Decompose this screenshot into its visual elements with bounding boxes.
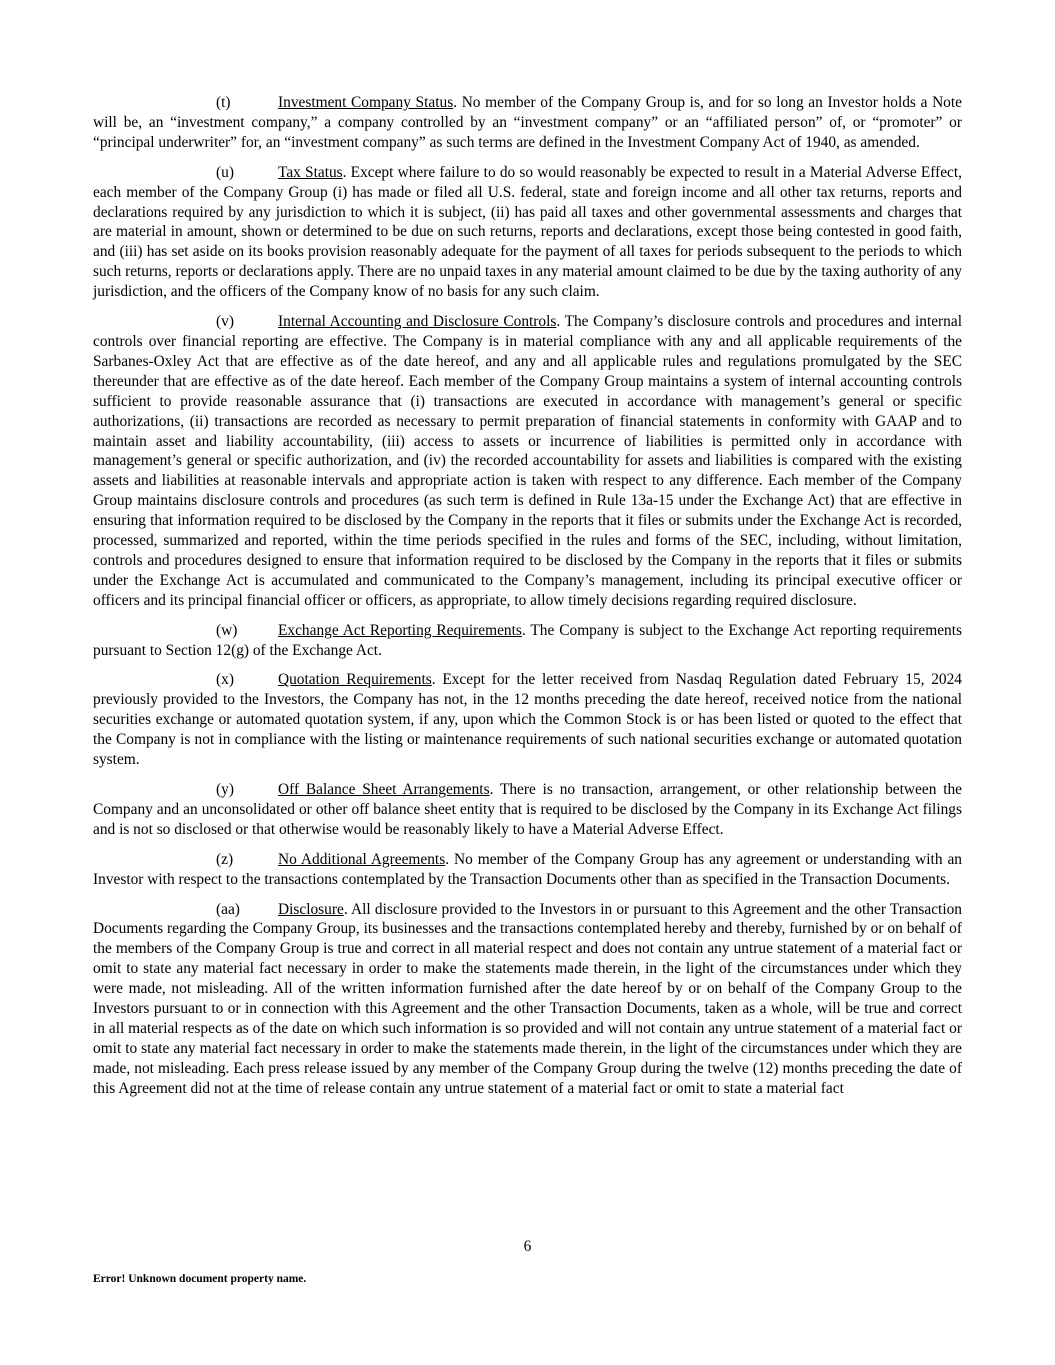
section-text: . No member of the Company Group has any agreement or understanding with an Investor with respect to the transactions contemplated by the Transaction Documents other than as specified in the Transaction Documents. xyxy=(93,850,962,888)
section-title: Off Balance Sheet Arrangements xyxy=(278,781,490,798)
section-label: (t) xyxy=(216,94,231,111)
section-text: . The Company is subject to the Exchange Act reporting requirements pursuant to Section 12(g) of the Exchange Act. xyxy=(93,621,962,659)
section-title: Disclosure xyxy=(278,900,344,918)
section-label: (v) xyxy=(216,313,234,331)
section-z xyxy=(93,850,962,890)
section-label: (aa) xyxy=(216,900,240,918)
section-title: Internal Accounting and Disclosure Controls xyxy=(278,313,557,331)
section-title: Tax Status xyxy=(278,163,343,181)
section-title: No Additional Agreements xyxy=(278,850,446,868)
section-text: . There is no transaction, arrangement, or other relationship between the Company and an unconsolidated or other off balance sheet entity that is required to be disclosed by the Company in its Exchange Act filings and is not so disclosed or that otherwise would be reasonably likely to have a Material Adverse Effect. xyxy=(93,781,962,838)
section-label: (w) xyxy=(216,621,238,639)
section-label: (u) xyxy=(216,163,234,181)
section-title: Quotation Requirements xyxy=(278,671,432,689)
section-v xyxy=(93,312,962,611)
section-u xyxy=(93,163,962,302)
section-y xyxy=(93,780,962,840)
body-text xyxy=(93,93,962,1109)
section-label: (y) xyxy=(216,781,234,798)
section-t xyxy=(93,93,962,153)
section-title: Investment Company Status xyxy=(278,94,454,111)
section-w xyxy=(93,621,962,661)
footer-text: Error! Unknown document property name. xyxy=(93,1273,307,1285)
section-text: . Except for the letter received from Nasdaq Regulation dated February 15, 2024 previously provided to the Investors, the Company has not, in the 12 months preceding the date hereof, received notice from the national securities exchange or automated quotation system, if any, upon which the Common Stock is or has been listed or quoted to the effect that the Company is not in compliance with the listing or maintenance requirements of such national securities exchange or automated quotation system. xyxy=(93,671,962,769)
section-text: . The Company’s disclosure controls and procedures and internal controls over financial reporting are effective. The Company is in material compliance with any and all applicable requirements of the Sarbanes-Oxley Act that are effective as of the date hereof, and any and all applicable rules and regulations promulgated by the SEC thereunder that are effective as of the date hereof. Each member of the Company Group maintains a system of internal accounting controls sufficient to provide reasonable assurance that (i) transactions are executed in accordance with management’s general or specific authorizations, (ii) transactions are recorded as necessary to permit preparation of financial statements in conformity with GAAP and to maintain asset and liability accountability, (iii) access to assets or incurrence of liabilities is permitted only in accordance with management’s general or specific authorization, and (iv) the recorded accountability for assets and liabilities is compared with the existing assets and liabilities at reasonable intervals and appropriate action is taken with respect to any difference. Each member of the Company Group maintains disclosure controls and procedures (as such term is defined in Rule 13a-15 under the Exchange Act) that are effective in ensuring that information required to be disclosed by the Company in the reports that it files or submits under the Exchange Act is recorded, processed, summarized and reported, within the time periods specified in the rules and forms of the SEC, including, without limitation, controls and procedures designed to ensure that information required to be disclosed by the Company in the reports that it files or submits under the Exchange Act is accumulated and communicated to the Company’s management, including its principal executive officer or officers and its principal financial officer or officers, as appropriate, to allow timely decisions regarding required disclosure. xyxy=(93,313,962,609)
section-text: . All disclosure provided to the Investors in or pursuant to this Agreement and the other Transaction Documents regarding the Company Group, its businesses and the transactions contemplated hereby and thereby, furnished by or on behalf of the members of the Company Group is true and correct in all material respect and does not contain any untrue statement of a material fact or omit to state any material fact necessary in order to make the statements made therein, in the light of the circumstances under which they were made, not misleading. All of the written information furnished after the date hereof by or on behalf of the Company Group to the Investors pursuant to or in connection with this Agreement and the other Transaction Documents, taken as a whole, will be true and correct in all material respects as of the date on which such information is so provided and will not contain any untrue statement of a material fact or omit to state any material fact necessary in order to make the statements made therein, in the light of the circumstances under which they are made, not misleading. Each press release issued by any member of the Company Group during the twelve (12) months preceding the date of this Agreement did not at the time of release contain any untrue statement of a material fact or omit to state a material fact xyxy=(93,900,962,1097)
section-label: (z) xyxy=(216,850,234,868)
section-label: (x) xyxy=(216,671,234,689)
section-title: Exchange Act Reporting Requirements xyxy=(278,621,522,639)
section-text: . No member of the Company Group is, and for so long an Investor holds a Note will be, an “investment company,” a company controlled by an “investment company” or an “affiliated person” of, or “promoter” or “principal underwriter” for, an “investment company” as such terms are defined in the Investment Company Act of 1940, as amended. xyxy=(93,94,962,151)
section-text: . Except where failure to do so would reasonably be expected to result in a Material Adverse Effect, each member of the Company Group (i) has made or filed all U.S. federal, state and foreign income and all other tax returns, reports and declarations required by any jurisdiction to which it is subject, (ii) has paid all taxes and other governmental assessments and charges that are material in amount, shown or determined to be due on such returns, reports and declarations, except those being contested in good faith, and (iii) has set aside on its books provision reasonably adequate for the payment of all taxes for periods subsequent to the periods to which such returns, reports or declarations apply. There are no unpaid taxes in any material amount claimed to be due by the taxing authority of any jurisdiction, and the officers of the Company know of no basis for any such claim. xyxy=(93,163,962,301)
section-aa xyxy=(93,900,962,1099)
page-number: 6 xyxy=(523,1238,532,1255)
section-x xyxy=(93,670,962,770)
